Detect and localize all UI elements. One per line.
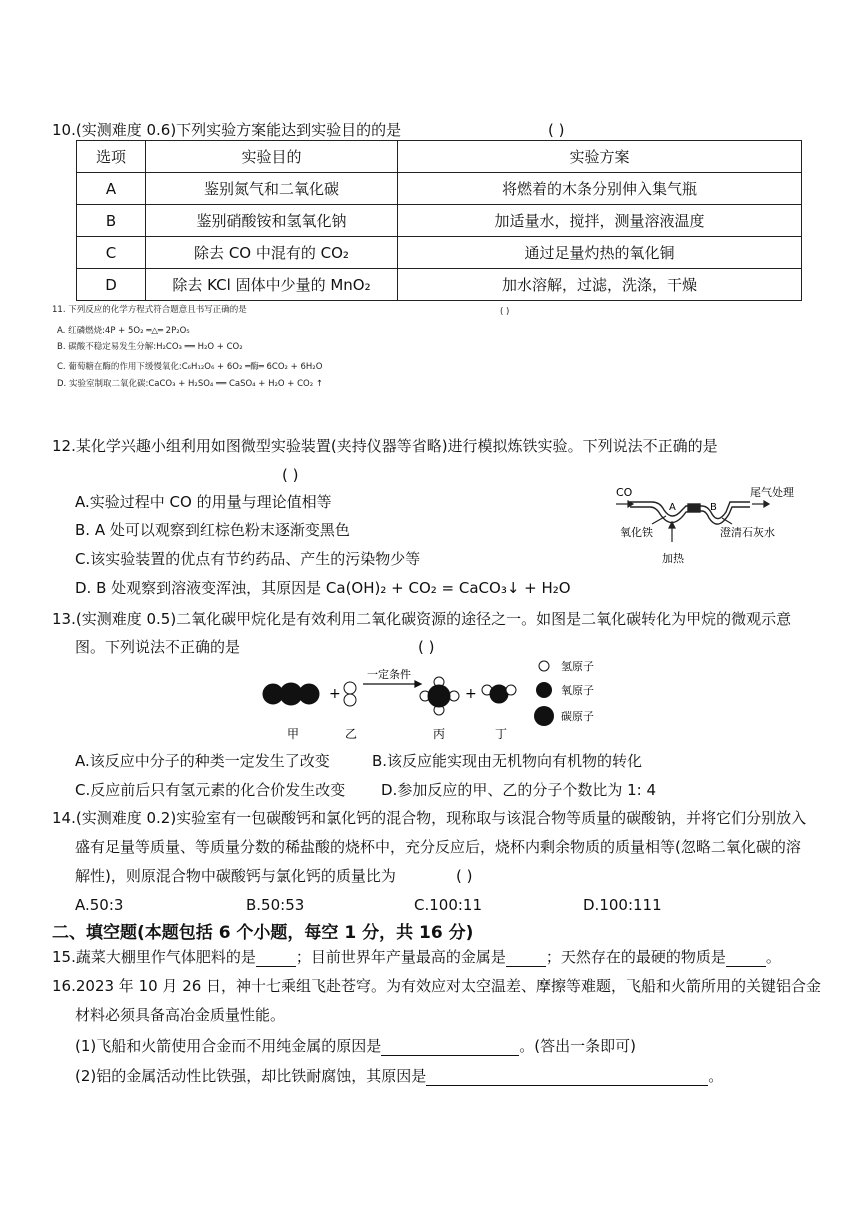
table-cell-option: B (77, 205, 146, 237)
q16-sub2 (75, 1066, 723, 1086)
label-ding: 丁 (495, 727, 508, 741)
q10-table (76, 140, 802, 301)
table-cell-purpose: 除去 CO 中混有的 CO₂ (146, 237, 398, 269)
q16-stem-line2: 材料必须具备高冶金质量性能。 (75, 1006, 286, 1024)
q12-option-a: A.实验过程中 CO 的用量与理论值相等 (75, 493, 332, 511)
oxygen-atom-icon (536, 682, 552, 698)
table-header-row (77, 141, 802, 173)
q15-text-4: 。 (765, 948, 781, 966)
q15-blank-3[interactable] (726, 966, 766, 967)
q13-option-d: D.参加反应的甲、乙的分子个数比为 1: 4 (381, 781, 656, 799)
q11-answer-paren: ( ) (500, 307, 510, 317)
q11-option-b: B. 碳酸不稳定易发生分解:H₂CO₃ ══ H₂O + CO₂ (57, 342, 243, 352)
label-a: A (669, 502, 676, 513)
q16-stem-line1: 16.2023 年 10 月 26 日，神十七乘组飞赴苍穹。为有效应对太空温差、摩擦等难题，飞船和火箭所用的关键铝合金 (52, 977, 822, 995)
label-co: CO (616, 486, 633, 499)
legend-carbon (534, 706, 594, 726)
q15-text-1: 15.蔬菜大棚里作气体肥料的是 (52, 948, 256, 966)
q12-option-d: D. B 处观察到溶液变浑浊，其原因是 Ca(OH)₂ + CO₂ = CaCO₃↓ + H₂O (75, 579, 571, 597)
plus-sign: + (465, 686, 477, 702)
h2-molecule-icon (344, 682, 356, 706)
label-b: B (710, 502, 717, 513)
q16-sub1-text: (1)飞船和火箭使用合金而不用纯金属的原因是 (75, 1037, 382, 1055)
co2-molecule-icon (263, 683, 319, 705)
legend-oxygen (536, 682, 594, 698)
q16-sub1 (75, 1036, 636, 1056)
table-cell-option: A (77, 173, 146, 205)
table-header: 实验方案 (398, 141, 802, 173)
label-iron-oxide: 氧化铁 (620, 526, 653, 539)
table-row (77, 237, 802, 269)
reaction-condition: 一定条件 (367, 668, 411, 681)
table-cell-method: 加水溶解，过滤，洗涤，干燥 (398, 269, 802, 301)
q16-sub2-tail: 。 (708, 1067, 724, 1085)
tube-icon (630, 502, 750, 524)
q13-answer-paren: ( ) (418, 638, 435, 656)
q11-stem: 11. 下列反应的化学方程式符合题意且书写正确的是 (52, 305, 247, 315)
q11-option-c: C. 葡萄糖在酶的作用下缓慢氧化:C₆H₁₂O₆ + 6O₂ ═酶═ 6CO₂ + 6H₂O (57, 362, 323, 372)
q15-text-3: ；天然存在的最硬的物质是 (545, 948, 726, 966)
q15-line (52, 947, 781, 967)
table-header: 选项 (77, 141, 146, 173)
q14-option-d: D.100:111 (583, 896, 662, 914)
q12-option-c: C.该实验装置的优点有节约药品、产生的污染物少等 (75, 550, 421, 568)
table-cell-option: D (77, 269, 146, 301)
q13-option-a: A.该反应中分子的种类一定发生了改变 (75, 752, 330, 770)
carbon-atom-icon (534, 706, 554, 726)
table-cell-purpose: 鉴别氮气和二氧化碳 (146, 173, 398, 205)
q16-blank-2[interactable] (426, 1085, 708, 1086)
q12-answer-paren: ( ) (282, 466, 299, 484)
table-header: 实验目的 (146, 141, 398, 173)
q11-option-d: D. 实验室制取二氧化碳:CaCO₃ + H₂SO₄ ══ CaSO₄ + H₂O + CO₂ ↑ (57, 379, 323, 389)
legend-label: 氢原子 (561, 660, 594, 673)
legend-label: 碳原子 (561, 710, 594, 723)
q15-blank-1[interactable] (256, 966, 296, 967)
label-yi: 乙 (345, 727, 358, 741)
q15-text-2: ；目前世界年产量最高的金属是 (295, 948, 506, 966)
q14-option-b: B.50:53 (246, 896, 305, 914)
q16-blank-1[interactable] (381, 1055, 519, 1056)
q13-molecule-diagram (255, 652, 645, 744)
q14-option-c: C.100:11 (414, 896, 483, 914)
section-heading: 二、填空题(本题包括 6 个小题，每空 1 分，共 16 分) (52, 923, 474, 943)
ch4-molecule-icon (420, 677, 459, 715)
q10-answer-paren: ( ) (548, 121, 565, 139)
table-row (77, 173, 802, 205)
q16-sub2-text: (2)铝的金属活动性比铁强，却比铁耐腐蚀，其原因是 (75, 1067, 427, 1085)
q14-answer-paren: ( ) (456, 867, 473, 885)
reaction-arrow-icon (363, 681, 421, 687)
q13-option-b: B.该反应能实现由无机物向有机物的转化 (372, 752, 643, 770)
table-cell-method: 通过足量灼热的氧化铜 (398, 237, 802, 269)
q15-blank-2[interactable] (506, 966, 546, 967)
hydrogen-atom-icon (539, 661, 549, 671)
q12-apparatus-diagram (612, 480, 812, 570)
h2o-molecule-icon (482, 685, 516, 703)
q14-stem-line2: 盛有足量等质量、等质量分数的稀盐酸的烧杯中，充分反应后，烧杯内剩余物质的质量相等(忽略二氧化碳的溶 (75, 838, 801, 856)
label-jia: 甲 (287, 727, 300, 741)
label-heat: 加热 (662, 552, 684, 565)
q12-option-b: B. A 处可以观察到红棕色粉末逐渐变黑色 (75, 521, 350, 539)
table-cell-method: 将燃着的木条分别伸入集气瓶 (398, 173, 802, 205)
q13-stem-line2: 图。下列说法不正确的是 (75, 638, 241, 656)
q10-stem: 10.(实测难度 0.6)下列实验方案能达到实验目的的是 (52, 121, 402, 139)
label-bing: 丙 (433, 727, 446, 741)
q13-stem-line1: 13.(实测难度 0.5)二氧化碳甲烷化是有效利用二氧化碳资源的途径之一。如图是二氧化碳转化为甲烷的微观示意 (52, 610, 792, 628)
legend-hydrogen (539, 659, 594, 673)
table-cell-method: 加适量水，搅拌，测量溶液温度 (398, 205, 802, 237)
table-cell-purpose: 除去 KCl 固体中少量的 MnO₂ (146, 269, 398, 301)
q12-stem: 12.某化学兴趣小组利用如图微型实验装置(夹持仪器等省略)进行模拟炼铁实验。下列说法不正确的是 (52, 437, 718, 455)
table-row (77, 205, 802, 237)
q13-option-c: C.反应前后只有氢元素的化合价发生改变 (75, 781, 346, 799)
table-cell-purpose: 鉴别硝酸铵和氢氧化钠 (146, 205, 398, 237)
q16-sub1-tail: 。(答出一条即可) (519, 1037, 636, 1055)
table-row (77, 269, 802, 301)
label-limewater: 澄清石灰水 (720, 526, 775, 539)
q14-stem-line1: 14.(实测难度 0.2)实验室有一包碳酸钙和氯化钙的混合物，现称取与该混合物等质量的碳酸钠，并将它们分别放入 (52, 809, 807, 827)
plus-sign: + (329, 686, 341, 702)
table-cell-option: C (77, 237, 146, 269)
label-tail-gas: 尾气处理 (750, 486, 794, 499)
legend-label: 氧原子 (561, 684, 594, 697)
q11-option-a: A. 红磷燃烧:4P + 5O₂ ═△═ 2P₂O₅ (57, 326, 190, 336)
q14-stem-line3: 解性)，则原混合物中碳酸钙与氯化钙的质量比为 (75, 867, 396, 885)
q14-option-a: A.50:3 (75, 896, 124, 914)
